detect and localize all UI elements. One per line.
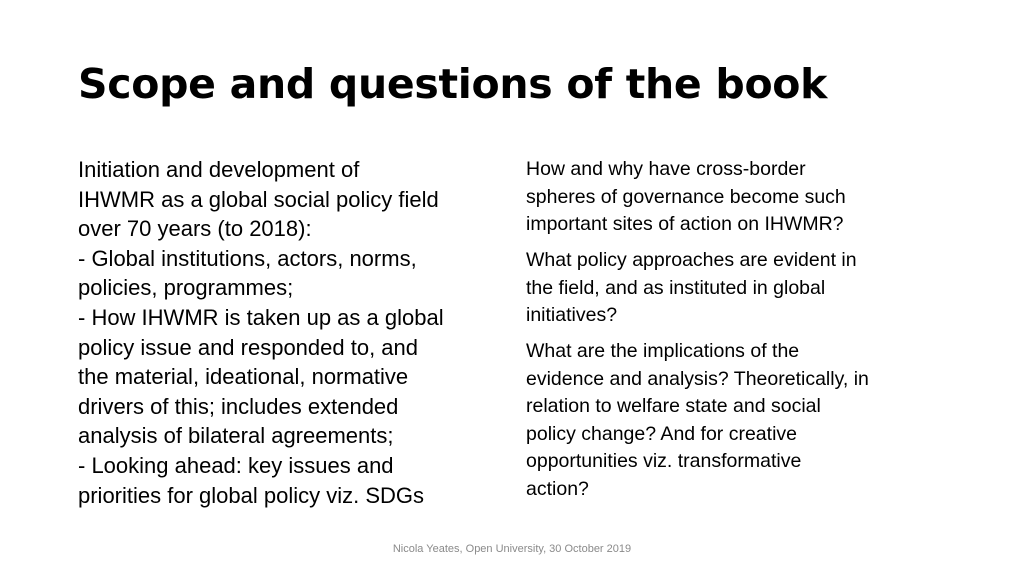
question-line: relation to welfare state and social — [526, 395, 821, 417]
left-text-line: the material, ideational, normative — [78, 364, 409, 390]
question-line: important sites of action on IHWMR? — [526, 213, 844, 235]
question-line: policy change? And for creative — [526, 422, 798, 445]
left-text-line: - Global institutions, actors, norms, — [78, 245, 417, 271]
left-text-line: priorities for global policy viz. SDGs — [78, 482, 425, 508]
question-line: the field, and as instituted in global — [526, 276, 826, 299]
question-line: What policy approaches are evident in — [526, 249, 857, 271]
left-text-line: policies, programmes; — [78, 275, 294, 301]
right-column-questions — [526, 156, 946, 512]
question-line: evidence and analysis? Theoretically, in — [526, 367, 869, 390]
left-text-line: drivers of this; includes extended — [78, 393, 399, 419]
left-text-line: - How IHWMR is taken up as a global — [78, 304, 444, 330]
left-text-line: IHWMR as a global social policy field — [78, 186, 439, 212]
question-line: opportunities viz. transformative — [526, 450, 802, 472]
left-text-line: Initiation and development of — [78, 157, 360, 182]
left-column-text — [78, 155, 508, 510]
left-text-line: over 70 years (to 2018): — [78, 216, 312, 242]
question-line: What are the implications of the — [526, 340, 800, 362]
question-line: How and why have cross-border — [526, 158, 806, 180]
slide-footer: Nicola Yeates, Open University, 30 October 2019 — [392, 543, 632, 555]
question-line: spheres of governance become such — [526, 185, 846, 208]
question-paragraph — [526, 338, 946, 503]
left-text-line: - Looking ahead: key issues and — [78, 452, 394, 478]
question-line: initiatives? — [526, 304, 618, 326]
question-line: action? — [526, 477, 589, 500]
left-text-line: policy issue and responded to, and — [78, 334, 419, 360]
question-paragraph — [526, 247, 946, 330]
question-paragraph — [526, 156, 946, 239]
slide-title: Scope and questions of the book — [78, 60, 828, 108]
left-text-line: analysis of bilateral agreements; — [78, 423, 394, 449]
